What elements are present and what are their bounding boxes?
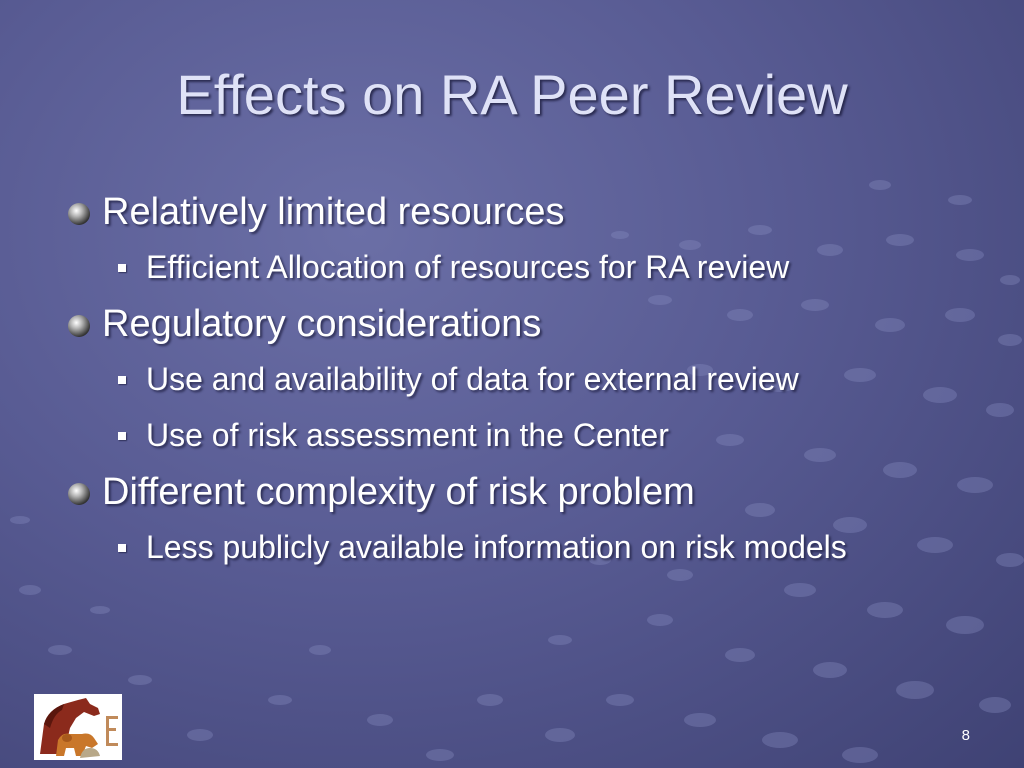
sub-bullet-item: [66, 524, 986, 570]
sphere-bullet-icon: [66, 481, 92, 507]
bullet-text: Different complexity of risk problem: [102, 471, 695, 513]
square-bullet-icon: [118, 432, 126, 440]
animals-logo-icon: [34, 694, 122, 760]
sphere-bullet-icon: [66, 313, 92, 339]
animals-logo: [34, 694, 122, 760]
sub-bullet-text: Use of risk assessment in the Center: [146, 417, 669, 453]
sub-bullet-item: [66, 412, 986, 458]
sub-bullet-item: [66, 356, 986, 402]
bullet-item: [66, 468, 986, 516]
slide-title: Effects on RA Peer Review: [176, 63, 848, 126]
bullet-item: [66, 300, 986, 348]
square-bullet-icon: [118, 544, 126, 552]
square-bullet-icon: [118, 376, 126, 384]
page-number: 8: [961, 727, 970, 744]
bullet-list: [66, 188, 986, 580]
bullet-item: [66, 188, 986, 236]
bullet-text: Regulatory considerations: [102, 303, 542, 345]
sub-bullet-text: Less publicly available information on risk models: [146, 529, 847, 565]
sub-bullet-item: [66, 244, 986, 290]
sub-bullet-text: Use and availability of data for external review: [146, 361, 799, 397]
bullet-text: Relatively limited resources: [102, 191, 565, 233]
sub-bullet-text: Efficient Allocation of resources for RA review: [146, 249, 790, 285]
square-bullet-icon: [118, 264, 126, 272]
sphere-bullet-icon: [66, 201, 92, 227]
